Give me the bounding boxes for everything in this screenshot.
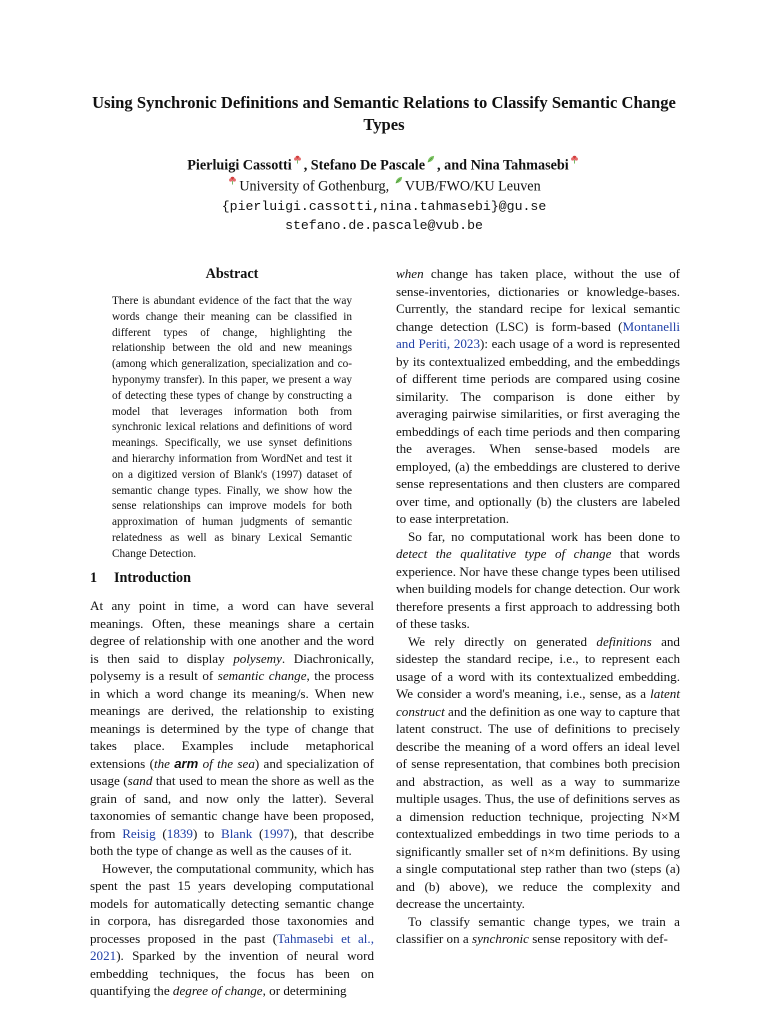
text-run: ) to	[192, 825, 222, 841]
email-gu[interactable]: {pierluigi.cassotti,nina.tahmasebi}@gu.se	[221, 198, 547, 214]
abstract-body: There is abundant evidence of the fact that the way words change their meaning can be classified in different types of change, highlighting the relationship between the old and new meanings (among which generalization, specialization and co-hyponymy transfer). In this paper, we present a way of detecting these types of change by constructing a model that leverages information both from synchronic lexical relations and definitions of word meanings. Specifically, we use synset definitions and hierarchy information from WordNet and test it on a digitized version of Blank's (1997) dataset of semantic change types. Finally, we show how the sense relationships can improve models for both approximation of human judgments of semantic relatedness as well as binary Lexical Semantic Change Detection.	[112, 295, 352, 560]
right-column	[396, 265, 680, 948]
text-run: ). Sparked by the invention of neural word embedding techniques, the focus has been on quantifying the	[90, 948, 374, 998]
abstract-heading: Abstract	[205, 266, 259, 282]
green-leaf-icon	[394, 176, 403, 185]
text-run: ): each usage of a word is represented by its contextualized embedding, and the embeddings of different time periods are compared using cosine similarity. The comparison is done either by averaging pairwise similarities, or first averaging the embeddings of each time periods and then comparing the averages. When sense-based models are employed, (a) the embeddings are clustered to derive sense representations and then clusters are compared over time, and optionally (b) the clusters are labeled to ease interpretation.	[396, 336, 680, 526]
citation-link[interactable]: 1839	[166, 825, 193, 841]
affiliation-gothenburg: University of Gothenburg,	[239, 178, 393, 195]
text-run: polysemy	[233, 650, 282, 666]
text-run: that words experience. Nor have these change types been utilised when building models for change detection. Our work therefore presents a first approach to addressing both of these tasks.	[396, 546, 681, 631]
text-run: , the process in which a word change its meaning/s. When new meanings are derived, the relationship to existing meanings is determined by the type of change that takes place. Examples include metaphorical extensions (	[90, 668, 374, 771]
text-run: latent construct	[396, 686, 680, 719]
text-run: synchronic	[472, 931, 529, 946]
text-run: , or determining	[262, 983, 347, 998]
text-run: However, the computational community, which has spent the past 15 years developing computational models for automatically detecting semantic change in corpora, has disregarded those taxonomies and processes proposed in the past (	[90, 860, 374, 946]
citation-link[interactable]: Blank	[221, 825, 253, 841]
text-run: . Diachronically, polysemy is a result of	[90, 650, 374, 683]
text-run: the	[153, 755, 175, 771]
text-run: At any point in time, a word can have several meanings. Often, these meanings share a certain degree of relationship with one another and the word is then said to display	[90, 598, 374, 666]
intro-paragraph-4	[396, 633, 680, 913]
citation-link[interactable]: Tahmasebi et al., 2021	[90, 930, 374, 963]
affiliation-line	[60, 176, 708, 197]
text-run: definitions	[596, 633, 652, 649]
paper-title: Using Synchronic Definitions and Semantic Relations to Classify Semantic Change Types	[92, 93, 676, 134]
text-run: To classify semantic change types, we train a classifier on a	[396, 913, 680, 946]
intro-paragraph-1	[90, 597, 374, 860]
text-run: when	[396, 266, 424, 281]
text-run: So far, no computational work has been done to	[408, 528, 680, 544]
text-run: ), that describe both the type of change as well as the causes of it.	[90, 825, 374, 858]
citation-link[interactable]: Reisig	[122, 825, 156, 841]
text-run: sand	[127, 773, 153, 788]
green-leaf-icon	[426, 155, 435, 164]
text-run: (	[155, 825, 167, 841]
section-title: Introduction	[114, 570, 191, 586]
text-run: detect the qualitative type of change	[396, 546, 612, 561]
text-run: of the sea	[198, 755, 255, 771]
text-run: We rely directly on generated	[408, 633, 597, 649]
intro-paragraph-3	[396, 528, 680, 633]
text-run: and sidestep the standard recipe, i.e., to represent each usage of a word with its contextualized embedding. We consider a word's meaning, i.e., sense, as a	[396, 633, 680, 701]
left-column	[90, 597, 374, 1000]
text-run: (	[252, 825, 264, 841]
text-run: degree of change	[172, 983, 263, 998]
author-separator: , and	[437, 157, 471, 174]
author-name: Stefano De Pascale	[310, 157, 426, 174]
author-separator: ,	[303, 157, 311, 174]
text-run: semantic change	[217, 668, 307, 683]
red-flower-icon	[293, 155, 302, 164]
text-run: sense repository with def-	[528, 931, 668, 946]
citation-link[interactable]: 1997	[263, 825, 290, 841]
affiliation-vub: VUB/FWO/KU Leuven	[404, 178, 541, 195]
text-run: arm	[174, 755, 199, 771]
section-number: 1	[90, 570, 98, 586]
intro-paragraph-2-cont	[396, 265, 680, 528]
text-run: change has taken place, without the use of sense-inventories, dictionaries or knowledge-bases. Currently, the standard recipe for lexical semantic change detection (LSC) is form-based (	[396, 266, 680, 334]
author-name: Pierluigi Cassotti	[187, 157, 292, 174]
intro-paragraph-2-start	[90, 860, 374, 1000]
red-flower-icon	[228, 176, 237, 185]
text-run: and the definition as one way to capture that latent construct. The use of definitions to precisely describe the meaning of a word offers an ideal level of sense representation, that combines both precision and abstraction, as well as a way to summarize multiple usages. Thus, the use of definitions serves as a dimension reduction technique, projecting N×M contextualized embeddings in two time periods to a significantly smaller set of n×m definitions. By using a single computational step rather than two (steps (a) and (b) above), we reduce the complexity and decrease the uncertainty.	[396, 703, 680, 911]
section-heading-introduction	[90, 570, 380, 587]
citation-link[interactable]: Montanelli and Periti, 2023	[396, 318, 680, 351]
affiliations	[60, 176, 708, 235]
author-name: Nina Tahmasebi	[470, 157, 569, 174]
red-flower-icon	[570, 155, 579, 164]
email-vub[interactable]: stefano.de.pascale@vub.be	[285, 217, 483, 233]
text-run: that used to mean the shore as well as the grain of sand, and now only the latter). Several taxonomies of semantic change have been proposed, from	[90, 773, 375, 841]
intro-paragraph-5	[396, 913, 680, 948]
author-list	[60, 155, 708, 176]
text-run: ) and specialization of usage (	[90, 755, 374, 788]
